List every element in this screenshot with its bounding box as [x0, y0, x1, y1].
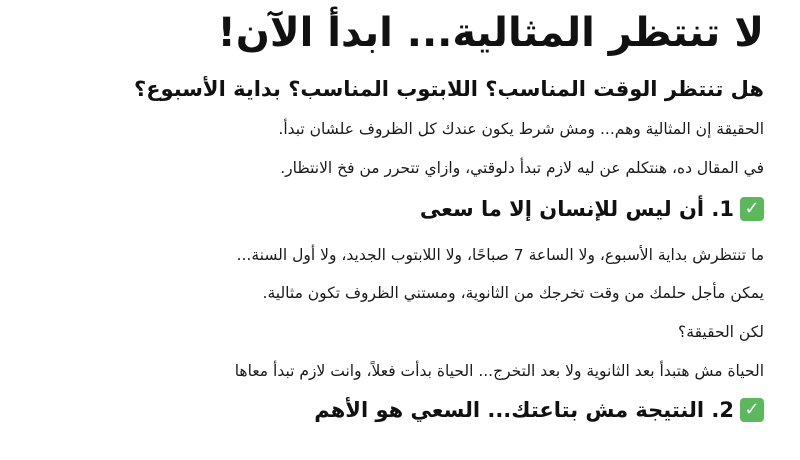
intro-paragraph: في المقال ده، هنتكلم عن ليه لازم تبدأ دلوقتي، وازاي تتحرر من فخ الانتظار.	[280, 159, 764, 177]
article-title: لا تنتظر المثالية... ابدأ الآن!	[217, 10, 764, 56]
section-paragraph: لكن الحقيقة؟	[678, 323, 764, 341]
section-paragraph: ما تنتظرش بداية الأسبوع، ولا الساعة 7 صباحًا، ولا اللابتوب الجديد، ولا أول السنة...	[236, 246, 764, 264]
intro-paragraph: الحقيقة إن المثالية وهم... ومش شرط يكون عندك كل الظروف علشان تبدأ.	[278, 120, 764, 138]
section-heading-text: 1. أن ليس للإنسان إلا ما سعى	[419, 197, 734, 221]
section-heading-text: 2. النتيجة مش بتاعتك... السعي هو الأهم	[314, 398, 734, 422]
section-paragraph: الحياة مش هتبدأ بعد الثانوية ولا بعد التخرج... الحياة بدأت فعلاً، وانت لازم تبدأ معاها	[234, 362, 764, 380]
section-heading-2	[24, 394, 764, 426]
article-subtitle: هل تنتظر الوقت المناسب؟ اللابتوب المناسب؟ بداية الأسبوع؟	[134, 77, 764, 101]
check-mark-icon: ✓	[740, 398, 764, 422]
check-mark-icon: ✓	[740, 197, 764, 221]
article	[24, 0, 764, 426]
section-heading-1	[24, 193, 764, 225]
section-paragraph: يمكن مأجل حلمك من وقت تخرجك من الثانوية، ومستني الظروف تكون مثالية.	[262, 284, 764, 302]
